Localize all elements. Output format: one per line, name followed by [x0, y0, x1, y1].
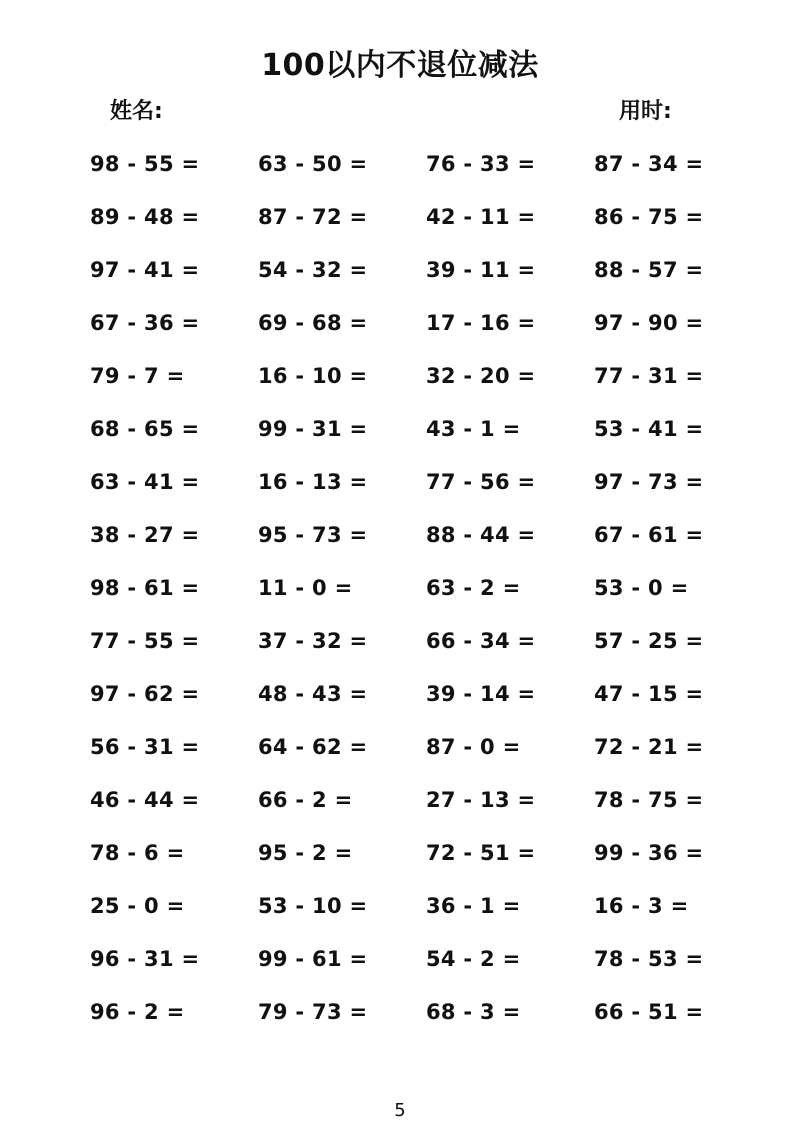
problem: 72 - 21 = — [594, 735, 704, 759]
problem: 39 - 14 = — [426, 682, 536, 706]
problem: 97 - 73 = — [594, 470, 704, 494]
problem: 76 - 33 = — [426, 152, 536, 176]
problem: 54 - 2 = — [426, 947, 521, 971]
problem: 79 - 73 = — [258, 1000, 368, 1024]
problem: 95 - 73 = — [258, 523, 368, 547]
problem: 98 - 55 = — [90, 152, 200, 176]
problem: 96 - 31 = — [90, 947, 200, 971]
worksheet-title: 100以内不退位减法 — [261, 48, 539, 83]
problem: 57 - 25 = — [594, 629, 704, 653]
problem: 53 - 0 = — [594, 576, 689, 600]
problem: 64 - 62 = — [258, 735, 368, 759]
problem: 96 - 2 = — [90, 1000, 185, 1024]
problem: 77 - 56 = — [426, 470, 536, 494]
problem: 97 - 90 = — [594, 311, 704, 335]
problem: 66 - 34 = — [426, 629, 536, 653]
problem: 67 - 61 = — [594, 523, 704, 547]
problem: 63 - 41 = — [90, 470, 200, 494]
problem: 25 - 0 = — [90, 894, 185, 918]
problem: 42 - 11 = — [426, 205, 536, 229]
problem: 99 - 31 = — [258, 417, 368, 441]
problem: 32 - 20 = — [426, 364, 536, 388]
problem: 86 - 75 = — [594, 205, 704, 229]
time-label: 用时: — [619, 99, 672, 124]
problem: 98 - 61 = — [90, 576, 200, 600]
problem: 66 - 2 = — [258, 788, 353, 812]
problem: 27 - 13 = — [426, 788, 536, 812]
problem: 87 - 34 = — [594, 152, 704, 176]
name-label: 姓名: — [110, 99, 163, 124]
problem: 79 - 7 = — [90, 364, 185, 388]
problem: 68 - 3 = — [426, 1000, 521, 1024]
problem: 43 - 1 = — [426, 417, 521, 441]
problem: 67 - 36 = — [90, 311, 200, 335]
problem: 66 - 51 = — [594, 1000, 704, 1024]
problem: 63 - 2 = — [426, 576, 521, 600]
problem: 87 - 72 = — [258, 205, 368, 229]
problem: 56 - 31 = — [90, 735, 200, 759]
problem: 53 - 41 = — [594, 417, 704, 441]
problem: 16 - 10 = — [258, 364, 368, 388]
problem: 39 - 11 = — [426, 258, 536, 282]
problem: 11 - 0 = — [258, 576, 353, 600]
problem: 69 - 68 = — [258, 311, 368, 335]
problem: 63 - 50 = — [258, 152, 368, 176]
problem: 46 - 44 = — [90, 788, 200, 812]
problem: 89 - 48 = — [90, 205, 200, 229]
problem: 16 - 3 = — [594, 894, 689, 918]
problem: 16 - 13 = — [258, 470, 368, 494]
problem: 78 - 6 = — [90, 841, 185, 865]
problem: 78 - 75 = — [594, 788, 704, 812]
problem: 88 - 57 = — [594, 258, 704, 282]
problem: 77 - 55 = — [90, 629, 200, 653]
problem: 37 - 32 = — [258, 629, 368, 653]
page-number: 5 — [394, 1100, 406, 1121]
problem: 99 - 36 = — [594, 841, 704, 865]
problem: 48 - 43 = — [258, 682, 368, 706]
problem: 53 - 10 = — [258, 894, 368, 918]
problem: 38 - 27 = — [90, 523, 200, 547]
problem: 95 - 2 = — [258, 841, 353, 865]
problem: 72 - 51 = — [426, 841, 536, 865]
problem: 47 - 15 = — [594, 682, 704, 706]
problem: 77 - 31 = — [594, 364, 704, 388]
problem: 78 - 53 = — [594, 947, 704, 971]
problem: 97 - 41 = — [90, 258, 200, 282]
problem: 88 - 44 = — [426, 523, 536, 547]
problem: 97 - 62 = — [90, 682, 200, 706]
problem: 36 - 1 = — [426, 894, 521, 918]
problem-grid — [90, 146, 770, 1047]
problem: 54 - 32 = — [258, 258, 368, 282]
problem: 17 - 16 = — [426, 311, 536, 335]
problem: 87 - 0 = — [426, 735, 521, 759]
problem: 99 - 61 = — [258, 947, 368, 971]
problem: 68 - 65 = — [90, 417, 200, 441]
